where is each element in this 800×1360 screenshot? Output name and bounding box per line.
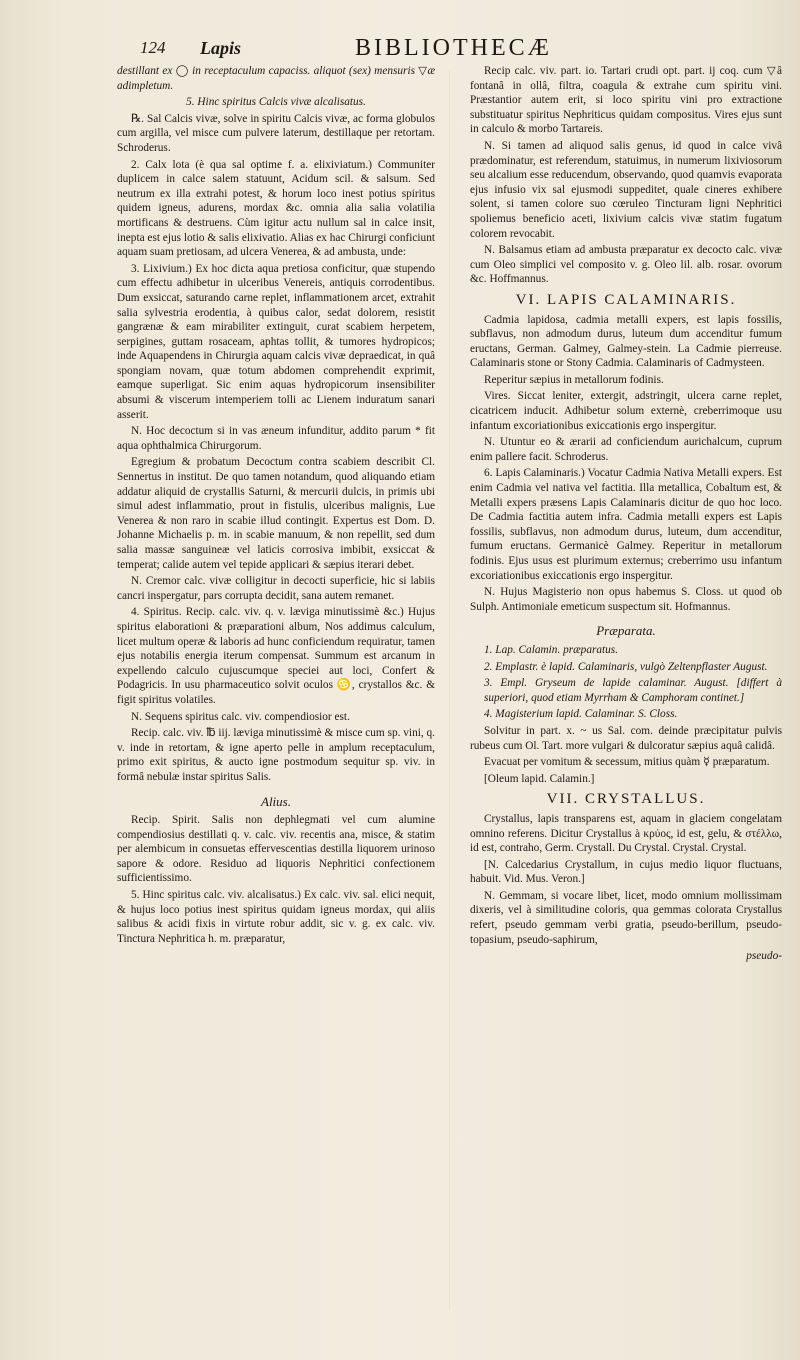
left-paragraph: 3. Lixivium.) Ex hoc dicta aqua pretiosa conficitur, quæ stupendo cum effectu adhibetur in ulceribus Venereis, antiquis corrodentibus. Dum exsiccat, saturando carne replet, inflammationem arcet, extrahit salia sylvestria erodentia, à quibus calor, sedat dolorem, resistit gangrænæ & eam mirabiliter extinguit, curat scabiem herpetem, serpigines, guttam rosaceam, aphtas tollit, & tumores hydropicos; inde Aquapendens in Chirurgia aquam calcis vivæ depraedicat, in quâ spongiam novam, quæ totum abdomen comprehendit exprimit, eamque superligat. Sic enim aquas hydropicorum insensibiliter absumi & viscerum intemperiem tolli ac Lienem induratum sanari asserit. xyxy=(117,262,435,421)
left-paragraph: destillant ex ◯ in receptaculum capaciss. aliquot (sex) mensuris ▽æ adimpletum. xyxy=(117,65,435,92)
right-paragraph: Recip calc. viv. part. io. Tartari crudi opt. part. ij coq. cum ▽â fontanâ in ollâ, filtra, coagula & extrahe cum spiritu vini. Præstantior autem erit, si loco spiritu vini pro extractione substituatur spiritus Nephriticus quidam compositus. Vires ejus sunt in calculo & morbo Tartareis. xyxy=(470,65,782,136)
column-gutter xyxy=(449,70,450,1310)
right-paragraph: 4. Magisterium lapid. Calaminar. S. Closs. xyxy=(484,708,678,721)
left-paragraph: Egregium & probatum Decoctum contra scabiem describit Cl. Sennertus in institut. De quo tamen notandum, quod aliquando etiam addatur aliquid de crystallis Saturni, & mercurii dulcis, in primis ubi simul adest inflammatio, prout in fistulis, ulceribus malignis, Lue Venerea & non raro in scabie illud contingit. Expertus est Dom. D. Johanne Michaelis p. m. in scabie manuum, & non repellit, sed dum salia massæ sanguineæ vel laticis corrosiva imbibit, exsiccat & temperat; calide autem vel tepide applicari & sæpius iterari debet. xyxy=(117,456,435,571)
left-column xyxy=(117,64,435,948)
running-head-word: Lapis xyxy=(200,38,242,58)
left-paragraph: 4. Spiritus. Recip. calc. viv. q. v. læviga minutissimè &c.) Hujus spiritus elaborationi & præparationi album, Nos addimus calculum, licet multum operæ & laboris ad hunc conficiendum requiratur, tamen ejus notabilis energia iterum compensat. Summum est arcanum in expellendo calculo cujuscumque speciei aut loci, Confert & Podagricis. In usu pharmaceutico solvit oculos ♋, crystallos &c. & figit spiritus volatiles. xyxy=(117,606,435,706)
right-paragraph: 3. Empl. Gryseum de lapide calaminar. August. [differt à superiori, quod etiam Myrrham & Camphoram continet.] xyxy=(484,677,782,704)
right-paragraph: Solvitur in part. x. ~ us Sal. com. deinde præcipitatur pulvis rubeus cum Ol. Tart. more vulgari & dulcoratur sæpius aquâ calidâ. xyxy=(470,724,782,752)
left-paragraph: Recip. calc. viv. ℔ iij. læviga minutissimè & misce cum sp. vini, q. v. inde in retortam, & igne aperto pelle in amplum receptaculum, primo exit spiritus, & aucto igne postmodum sequitur sp. viv. in formâ nebulæ instar spiritus Salis. xyxy=(117,727,435,783)
left-paragraph: ℞. Sal Calcis vivæ, solve in spiritu Calcis vivæ, ac forma globulos cum argilla, vel misce cum pulvere laterum, destillaque per retortam. Schroderus. xyxy=(117,112,435,154)
right-paragraph: [N. Calcedarius Crystallum, in cujus medio liquor fluctuans, habuit. Vid. Mus. Veron.] xyxy=(470,858,782,886)
left-paragraph: 2. Calx lota (è qua sal optime f. a. elixiviatum.) Communiter duplicem in calce salem statuunt, Acidum scil. & salsum. Sed neutrum ex illa extrahi potest, & horum loco inest potius spiritus quidem igneus, adurens, mordax &c. omnia alia salia volatilia mortificans & destruens. Cùm igitur actu nullum sal in calce insit, inepta est ejus lotio & salis elixivatio. Alias ex hac Chirurgi conficiunt aquam suam pretiosam, ad ulcera Venerea, & ad ambusta, unde: xyxy=(117,158,435,259)
right-section-heading: VI. LAPIS CALAMINARIS. xyxy=(515,291,737,308)
left-paragraph: N. Hoc decoctum si in vas æneum infunditur, addito parum * fit aqua ophthalmica Chirurgorum. xyxy=(117,425,435,452)
right-paragraph: pseudo- xyxy=(746,950,782,963)
running-head-title: BIBLIOTHECÆ xyxy=(355,35,552,61)
right-subheading: Præparata. xyxy=(596,623,656,639)
right-section-heading: VII. CRYSTALLUS. xyxy=(546,791,706,808)
right-paragraph: N. Balsamus etiam ad ambusta præparatur ex decocto calc. vivæ cum Oleo simplici vel composito v. g. Oleo lil. alb. rosar. ovorum &c. Hoffmannus. xyxy=(470,244,782,286)
right-paragraph: [Oleum lapid. Calamin.] xyxy=(484,772,595,785)
left-paragraph: 5. Hinc spiritus calc. viv. alcalisatus.) Ex calc. viv. sal. elici nequit, & hujus loco potius inest spiritus quidam igneus mordax, qui aliis salibus & acidi fixis in virtute robur addit, sic v. g. ex calc. viv. Tinctura Nephritica h. m. præparatur, xyxy=(117,889,435,945)
right-paragraph: N. Si tamen ad aliquod salis genus, id quod in calce vivâ prædominatur, est referendum, statuimus, in numerum lixiviosorum seu alcalium esse reducendum, observando, quod quamvis evaporata ejus infusio vix sal ejusmodi suppeditet, quale cineres exhibere solent, si tamen colore suo cœruleo Tincturam ligni Nephritici spoliemus beneficio aceti, lixivium calcis vivæ statim fugatum colorem revocabit. xyxy=(470,139,782,240)
right-paragraph: 6. Lapis Calaminaris.) Vocatur Cadmia Nativa Metalli expers. Est enim Cadmia vel nativa vel factitia. Illa metallica, Cobaltum est, & Metalli expers præsens Lapis Calaminaris dicitur de quo hoc loco. De Cadmia factitia autem infra. Cadmia metalli expers est Lapis fossilis, subflavus, non admodum durus, luteum, dum accenditur, fumum eructans. Germanicè Galmey. Reperitur in metallorum fodinis. Ejus usus est plurimum externus; creberrimo usu infantum excoriationibus exiccationis ergo inspergitur. xyxy=(470,467,782,582)
right-paragraph: N. Hujus Magisterio non opus habemus S. Closs. ut quod ob Sulph. Antimoniale emeticum suspectum sit. Hofmannus. xyxy=(470,586,782,613)
right-paragraph: 1. Lap. Calamin. præparatus. xyxy=(484,643,619,656)
right-paragraph: Crystallus, lapis transparens est, aquam in glaciem congelatam omnino referens. Dicitur Crystallus à κρύος, id est, gelu, & στέλλω, id est, contraho, Germ. Crystall. Du Crystal. Crystal. Crystal. xyxy=(470,812,782,855)
left-paragraph: N. Sequens spiritus calc. viv. compendiosior est. xyxy=(131,710,350,723)
right-column xyxy=(470,64,782,966)
left-paragraph: N. Cremor calc. vivæ colligitur in decocti superficie, hic si labiis cancri inspergatur, pars corrupta decidit, sana autem remanet. xyxy=(117,575,435,602)
right-paragraph: Reperitur sæpius in metallorum fodinis. xyxy=(484,373,664,386)
right-paragraph: Vires. Siccat leniter, extergit, adstringit, ulcera carne replet, cicatricem inducit. Adhibetur solum externè, creberrimoque usu infantum excoriationibus exiccationis ergo inspergitur. xyxy=(470,390,782,432)
right-paragraph: 2. Emplastr. è lapid. Calaminaris, vulgò Zeltenpflaster August. xyxy=(484,660,768,673)
page-number: 124 xyxy=(140,38,166,57)
right-paragraph: N. Gemmam, si vocare libet, licet, modo omnium mollissimam dixeris, vel à similitudine coloris, qua gemmas colorata Crystallus refert, pseudo gemmam verbi gratia, pseudo-berillum, pseudo-topasium, pseudo-saphirum, xyxy=(470,889,782,946)
right-paragraph: N. Utuntur eo & ærarii ad conficiendum aurichalcum, cuprum enim pallere facit. Schroderus. xyxy=(470,436,782,463)
left-paragraph: Recip. Spirit. Salis non dephlegmati vel cum alumine compendiosius destillati q. v. calc. viv. recentis ana, misce, & statim per alembicum in consuetas effervescentias destilla liquorem urinoso sapore & odore. Residuo ad liquoris Nephritici confectionem sufficientissimo. xyxy=(117,814,435,885)
right-paragraph: Evacuat per vomitum & secessum, mitius quàm ☿ præparatum. xyxy=(484,756,770,769)
left-paragraph: 5. Hinc spiritus Calcis vivæ alcalisatus. xyxy=(186,96,366,109)
left-subheading: Alius. xyxy=(261,793,291,809)
right-paragraph: Cadmia lapidosa, cadmia metalli expers, est lapis fossilis, subflavus, non admodum durus, luteum dum accenditur fumum eructans, German. Galmey, Galmey-stein. La Cadmie pierreuse. Calaminaris stone or Stony Cadmia. Calaminaris of Cadmysteen. xyxy=(470,313,782,370)
